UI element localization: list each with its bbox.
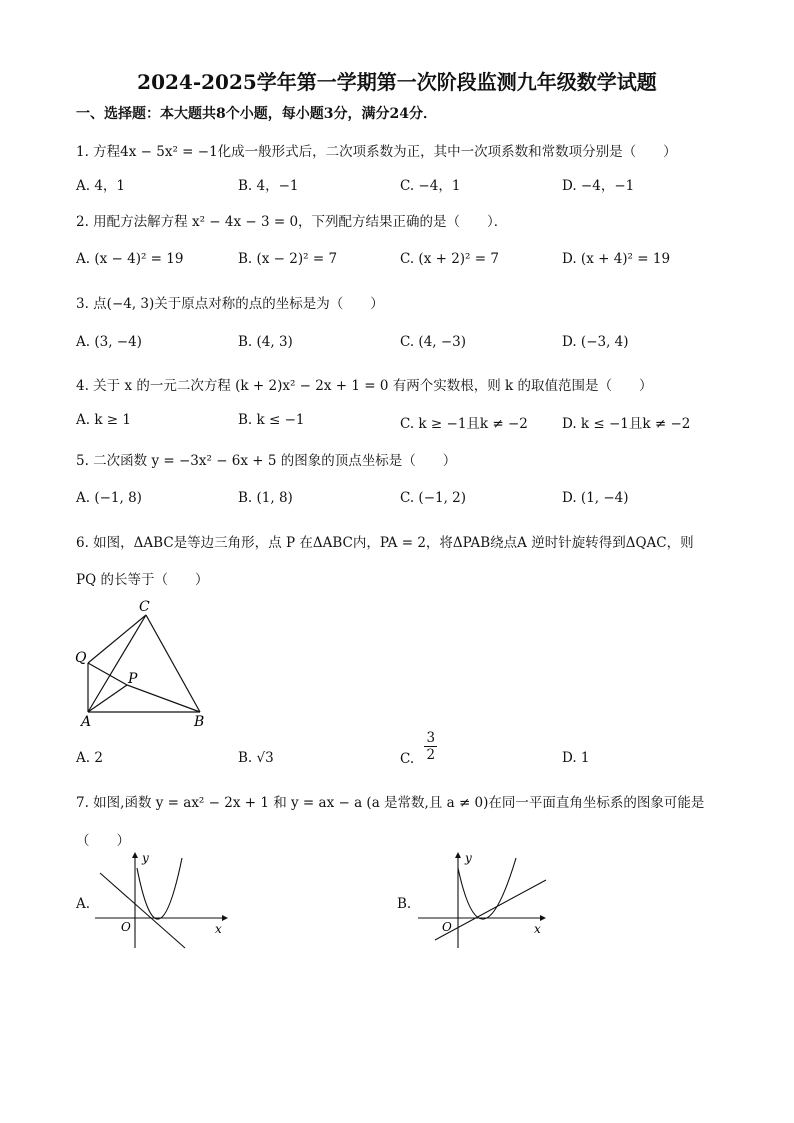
q6-option-c <box>400 730 437 769</box>
label-p: P <box>128 671 138 687</box>
q6-option-c-letter: C. <box>400 751 415 767</box>
triangle-figure <box>70 595 220 730</box>
q2-option-d: D. (x + 4)² = 19 <box>562 251 671 267</box>
q5-option-c: C. (−1, 2) <box>400 490 467 506</box>
q4-option-d: D. k ≤ −1且k ≠ −2 <box>562 416 691 432</box>
question-3-stem: 3. 点(−4, 3)关于原点对称的点的坐标是为（ ） <box>76 296 384 312</box>
x-axis-label: x <box>534 922 541 936</box>
label-c: C <box>139 599 150 615</box>
segment-qc <box>88 615 146 663</box>
question-6-stem-continued: PQ 的长等于（ ） <box>76 572 209 588</box>
question-2-stem: 2. 用配方法解方程 x² − 4x − 3 = 0，下列配方结果正确的是（ ）． <box>76 214 508 230</box>
q1-option-a: A. 4，1 <box>76 178 126 194</box>
label-q: Q <box>75 650 87 666</box>
q7-option-b: B. <box>397 896 412 912</box>
q4-option-a: A. k ≥ 1 <box>76 412 131 428</box>
question-7-stem: 7. 如图,函数 y = ax² − 2x + 1 和 y = ax − a (a 是常数,且 a ≠ 0)在同一平面直角坐标系的图象可能是 <box>76 795 705 811</box>
x-axis-arrow <box>222 915 228 921</box>
q2-option-b: B. (x − 2)² = 7 <box>238 251 338 267</box>
q1-option-b: B. 4，−1 <box>238 178 299 194</box>
q6-option-d: D. 1 <box>562 750 590 766</box>
label-a: A <box>81 714 92 730</box>
label-b: B <box>194 714 205 730</box>
parabola-b <box>458 858 516 919</box>
q3-option-d: D. (−3, 4) <box>562 334 629 350</box>
question-7-stem-continued: （ ） <box>76 833 130 849</box>
parabola-a <box>137 858 182 919</box>
y-axis-label: y <box>465 851 472 865</box>
graph-option-a <box>90 850 240 950</box>
section-heading: 一、选择题：本大题共8个小题，每小题3分，满分24分． <box>76 106 437 122</box>
segment-ac <box>88 615 146 712</box>
segment-qp <box>88 663 127 685</box>
segment-pb <box>127 685 200 712</box>
q2-option-a: A. (x − 4)² = 19 <box>76 251 184 267</box>
y-axis-label: y <box>142 851 149 865</box>
line-a <box>100 873 185 948</box>
q3-option-c: C. (4, −3) <box>400 334 467 350</box>
q3-option-a: A. (3, −4) <box>76 334 142 350</box>
x-axis-label: x <box>215 922 222 936</box>
question-4-stem: 4. 关于 x 的一元二次方程 (k + 2)x² − 2x + 1 = 0 有两个实数根，则 k 的取值范围是（ ） <box>76 378 653 394</box>
q4-option-b: B. k ≤ −1 <box>238 412 305 428</box>
q6-option-b: B. √3 <box>238 750 274 766</box>
question-5-stem: 5. 二次函数 y = −3x² − 6x + 5 的图象的顶点坐标是（ ） <box>76 453 457 469</box>
q5-option-b: B. (1, 8) <box>238 490 293 506</box>
origin-label: O <box>121 920 131 934</box>
q5-option-d: D. (1, −4) <box>562 490 629 506</box>
q1-option-c: C. −4，1 <box>400 178 461 194</box>
q3-option-b: B. (4, 3) <box>238 334 293 350</box>
q7-option-a: A. <box>76 896 91 912</box>
page-title: 2024-2025学年第一学期第一次阶段监测九年级数学试题 <box>137 70 657 94</box>
q1-option-d: D. −4，−1 <box>562 178 635 194</box>
graph-option-b <box>413 850 563 950</box>
fraction-numerator: 3 <box>426 730 436 746</box>
fraction-three-halves <box>424 730 437 763</box>
segment-bc <box>146 615 200 712</box>
y-axis-arrow <box>455 852 461 858</box>
q2-option-c: C. (x + 2)² = 7 <box>400 251 499 267</box>
y-axis-arrow <box>132 852 138 858</box>
q5-option-a: A. (−1, 8) <box>76 490 142 506</box>
question-1-stem: 1. 方程4x − 5x² = −1化成一般形式后，二次项系数为正，其中一次项系数和常数项分别是（ ） <box>76 144 677 160</box>
x-axis-arrow <box>540 915 546 921</box>
q6-option-a: A. 2 <box>76 750 103 766</box>
fraction-denominator: 2 <box>426 747 436 763</box>
segment-ap <box>88 685 127 712</box>
q4-option-c: C. k ≥ −1且k ≠ −2 <box>400 416 528 432</box>
origin-label: O <box>442 920 452 934</box>
question-6-stem: 6. 如图，ΔABC是等边三角形，点 P 在ΔABC内，PA = 2，将ΔPAB绕点A 逆时针旋转得到ΔQAC，则 <box>76 535 694 551</box>
